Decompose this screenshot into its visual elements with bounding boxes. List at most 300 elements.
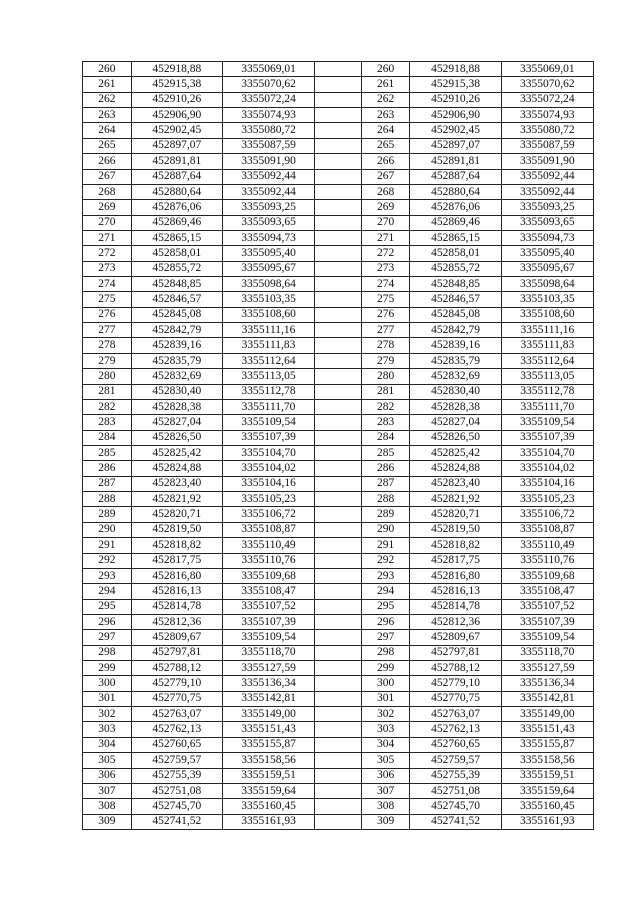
right-x-coordinate-cell: 452821,92	[410, 492, 501, 507]
right-x-coordinate-cell: 452741,52	[410, 814, 501, 829]
left-y-coordinate-cell: 3355108,47	[222, 584, 314, 599]
left-point-number-cell: 290	[83, 522, 132, 537]
right-x-coordinate-cell: 452880,64	[410, 184, 501, 199]
left-point-number-cell: 282	[83, 399, 132, 414]
left-y-coordinate-cell: 3355095,67	[222, 261, 314, 276]
table-row	[83, 77, 594, 92]
table-row	[83, 184, 594, 199]
column-separator-cell	[315, 277, 362, 292]
table-row	[83, 492, 594, 507]
table-row	[83, 768, 594, 783]
table-row	[83, 169, 594, 184]
left-x-coordinate-cell: 452817,75	[131, 553, 222, 568]
column-separator-cell	[315, 707, 362, 722]
column-separator-cell	[315, 722, 362, 737]
left-x-coordinate-cell: 452745,70	[131, 799, 222, 814]
left-point-number-cell: 303	[83, 722, 132, 737]
column-separator-cell	[315, 92, 362, 107]
right-y-coordinate-cell: 3355160,45	[501, 799, 593, 814]
left-point-number-cell: 297	[83, 630, 132, 645]
right-x-coordinate-cell: 452755,39	[410, 768, 501, 783]
left-x-coordinate-cell: 452820,71	[131, 507, 222, 522]
right-point-number-cell: 299	[361, 661, 410, 676]
table-row	[83, 353, 594, 368]
table-row	[83, 538, 594, 553]
left-x-coordinate-cell: 452880,64	[131, 184, 222, 199]
left-point-number-cell: 292	[83, 553, 132, 568]
left-y-coordinate-cell: 3355149,00	[222, 707, 314, 722]
left-y-coordinate-cell: 3355110,49	[222, 538, 314, 553]
column-separator-cell	[315, 476, 362, 491]
left-y-coordinate-cell: 3355155,87	[222, 737, 314, 752]
left-y-coordinate-cell: 3355109,54	[222, 415, 314, 430]
table-row	[83, 553, 594, 568]
right-x-coordinate-cell: 452876,06	[410, 200, 501, 215]
right-x-coordinate-cell: 452817,75	[410, 553, 501, 568]
left-x-coordinate-cell: 452897,07	[131, 138, 222, 153]
right-point-number-cell: 290	[361, 522, 410, 537]
right-point-number-cell: 276	[361, 307, 410, 322]
table-row	[83, 384, 594, 399]
left-y-coordinate-cell: 3355136,34	[222, 676, 314, 691]
right-x-coordinate-cell: 452824,88	[410, 461, 501, 476]
left-x-coordinate-cell: 452845,08	[131, 307, 222, 322]
left-x-coordinate-cell: 452824,88	[131, 461, 222, 476]
left-point-number-cell: 261	[83, 77, 132, 92]
left-point-number-cell: 306	[83, 768, 132, 783]
left-y-coordinate-cell: 3355104,02	[222, 461, 314, 476]
left-y-coordinate-cell: 3355109,68	[222, 568, 314, 583]
right-y-coordinate-cell: 3355142,81	[501, 691, 593, 706]
column-separator-cell	[315, 814, 362, 829]
right-y-coordinate-cell: 3355105,23	[501, 492, 593, 507]
left-x-coordinate-cell: 452818,82	[131, 538, 222, 553]
column-separator-cell	[315, 783, 362, 798]
right-x-coordinate-cell: 452763,07	[410, 707, 501, 722]
left-y-coordinate-cell: 3355151,43	[222, 722, 314, 737]
left-y-coordinate-cell: 3355110,76	[222, 553, 314, 568]
right-y-coordinate-cell: 3355136,34	[501, 676, 593, 691]
right-x-coordinate-cell: 452762,13	[410, 722, 501, 737]
left-y-coordinate-cell: 3355113,05	[222, 369, 314, 384]
right-point-number-cell: 280	[361, 369, 410, 384]
right-point-number-cell: 274	[361, 277, 410, 292]
left-x-coordinate-cell: 452825,42	[131, 445, 222, 460]
left-y-coordinate-cell: 3355104,70	[222, 445, 314, 460]
right-x-coordinate-cell: 452751,08	[410, 783, 501, 798]
left-point-number-cell: 296	[83, 614, 132, 629]
left-y-coordinate-cell: 3355094,73	[222, 230, 314, 245]
left-y-coordinate-cell: 3355103,35	[222, 292, 314, 307]
right-y-coordinate-cell: 3355159,64	[501, 783, 593, 798]
left-x-coordinate-cell: 452788,12	[131, 661, 222, 676]
column-separator-cell	[315, 261, 362, 276]
table-row	[83, 92, 594, 107]
right-x-coordinate-cell: 452760,65	[410, 737, 501, 752]
right-y-coordinate-cell: 3355074,93	[501, 108, 593, 123]
right-x-coordinate-cell: 452788,12	[410, 661, 501, 676]
right-y-coordinate-cell: 3355109,54	[501, 630, 593, 645]
left-point-number-cell: 276	[83, 307, 132, 322]
left-x-coordinate-cell: 452906,90	[131, 108, 222, 123]
right-y-coordinate-cell: 3355106,72	[501, 507, 593, 522]
left-y-coordinate-cell: 3355108,60	[222, 307, 314, 322]
right-y-coordinate-cell: 3355098,64	[501, 277, 593, 292]
left-y-coordinate-cell: 3355107,39	[222, 430, 314, 445]
table-row	[83, 814, 594, 829]
left-y-coordinate-cell: 3355104,16	[222, 476, 314, 491]
right-y-coordinate-cell: 3355092,44	[501, 169, 593, 184]
right-y-coordinate-cell: 3355103,35	[501, 292, 593, 307]
left-y-coordinate-cell: 3355095,40	[222, 246, 314, 261]
table-row	[83, 707, 594, 722]
right-y-coordinate-cell: 3355092,44	[501, 184, 593, 199]
right-y-coordinate-cell: 3355149,00	[501, 707, 593, 722]
left-y-coordinate-cell: 3355092,44	[222, 184, 314, 199]
coordinates-table	[82, 61, 594, 830]
right-x-coordinate-cell: 452906,90	[410, 108, 501, 123]
left-point-number-cell: 271	[83, 230, 132, 245]
right-y-coordinate-cell: 3355093,65	[501, 215, 593, 230]
table-row	[83, 599, 594, 614]
left-x-coordinate-cell: 452869,46	[131, 215, 222, 230]
right-x-coordinate-cell: 452759,57	[410, 753, 501, 768]
column-separator-cell	[315, 169, 362, 184]
column-separator-cell	[315, 353, 362, 368]
right-x-coordinate-cell: 452818,82	[410, 538, 501, 553]
left-x-coordinate-cell: 452812,36	[131, 614, 222, 629]
right-y-coordinate-cell: 3355118,70	[501, 645, 593, 660]
right-y-coordinate-cell: 3355093,25	[501, 200, 593, 215]
column-separator-cell	[315, 691, 362, 706]
table-row	[83, 338, 594, 353]
left-x-coordinate-cell: 452763,07	[131, 707, 222, 722]
left-point-number-cell: 298	[83, 645, 132, 660]
table-row	[83, 230, 594, 245]
column-separator-cell	[315, 445, 362, 460]
right-y-coordinate-cell: 3355095,40	[501, 246, 593, 261]
table-row	[83, 108, 594, 123]
left-x-coordinate-cell: 452759,57	[131, 753, 222, 768]
right-y-coordinate-cell: 3355069,01	[501, 62, 593, 77]
right-point-number-cell: 272	[361, 246, 410, 261]
left-y-coordinate-cell: 3355159,64	[222, 783, 314, 798]
column-separator-cell	[315, 492, 362, 507]
left-y-coordinate-cell: 3355112,78	[222, 384, 314, 399]
right-x-coordinate-cell: 452918,88	[410, 62, 501, 77]
left-x-coordinate-cell: 452830,40	[131, 384, 222, 399]
left-y-coordinate-cell: 3355074,93	[222, 108, 314, 123]
right-point-number-cell: 273	[361, 261, 410, 276]
right-y-coordinate-cell: 3355095,67	[501, 261, 593, 276]
left-point-number-cell: 260	[83, 62, 132, 77]
table-row	[83, 399, 594, 414]
right-point-number-cell: 292	[361, 553, 410, 568]
left-x-coordinate-cell: 452855,72	[131, 261, 222, 276]
right-x-coordinate-cell: 452842,79	[410, 323, 501, 338]
table-row	[83, 154, 594, 169]
left-point-number-cell: 262	[83, 92, 132, 107]
table-row	[83, 737, 594, 752]
table-row	[83, 568, 594, 583]
table-row	[83, 783, 594, 798]
right-point-number-cell: 285	[361, 445, 410, 460]
column-separator-cell	[315, 614, 362, 629]
left-y-coordinate-cell: 3355118,70	[222, 645, 314, 660]
right-x-coordinate-cell: 452915,38	[410, 77, 501, 92]
table-row	[83, 292, 594, 307]
right-y-coordinate-cell: 3355108,47	[501, 584, 593, 599]
right-y-coordinate-cell: 3355108,60	[501, 307, 593, 322]
left-x-coordinate-cell: 452902,45	[131, 123, 222, 138]
left-x-coordinate-cell: 452770,75	[131, 691, 222, 706]
left-point-number-cell: 266	[83, 154, 132, 169]
left-x-coordinate-cell: 452910,26	[131, 92, 222, 107]
left-x-coordinate-cell: 452797,81	[131, 645, 222, 660]
right-y-coordinate-cell: 3355109,54	[501, 415, 593, 430]
left-x-coordinate-cell: 452839,16	[131, 338, 222, 353]
left-point-number-cell: 274	[83, 277, 132, 292]
right-point-number-cell: 307	[361, 783, 410, 798]
left-x-coordinate-cell: 452779,10	[131, 676, 222, 691]
table-row	[83, 261, 594, 276]
right-x-coordinate-cell: 452827,04	[410, 415, 501, 430]
right-point-number-cell: 300	[361, 676, 410, 691]
right-x-coordinate-cell: 452745,70	[410, 799, 501, 814]
right-point-number-cell: 304	[361, 737, 410, 752]
right-x-coordinate-cell: 452855,72	[410, 261, 501, 276]
right-x-coordinate-cell: 452830,40	[410, 384, 501, 399]
left-y-coordinate-cell: 3355093,25	[222, 200, 314, 215]
left-point-number-cell: 278	[83, 338, 132, 353]
column-separator-cell	[315, 753, 362, 768]
table-row	[83, 200, 594, 215]
right-y-coordinate-cell: 3355159,51	[501, 768, 593, 783]
left-y-coordinate-cell: 3355087,59	[222, 138, 314, 153]
left-y-coordinate-cell: 3355111,16	[222, 323, 314, 338]
left-y-coordinate-cell: 3355107,39	[222, 614, 314, 629]
left-x-coordinate-cell: 452826,50	[131, 430, 222, 445]
right-y-coordinate-cell: 3355111,16	[501, 323, 593, 338]
right-point-number-cell: 297	[361, 630, 410, 645]
table-row	[83, 614, 594, 629]
left-x-coordinate-cell: 452751,08	[131, 783, 222, 798]
right-point-number-cell: 286	[361, 461, 410, 476]
left-point-number-cell: 275	[83, 292, 132, 307]
right-x-coordinate-cell: 452770,75	[410, 691, 501, 706]
table-row	[83, 445, 594, 460]
left-point-number-cell: 291	[83, 538, 132, 553]
right-y-coordinate-cell: 3355155,87	[501, 737, 593, 752]
column-separator-cell	[315, 415, 362, 430]
right-point-number-cell: 270	[361, 215, 410, 230]
right-y-coordinate-cell: 3355108,87	[501, 522, 593, 537]
table-row	[83, 246, 594, 261]
left-point-number-cell: 286	[83, 461, 132, 476]
right-x-coordinate-cell: 452835,79	[410, 353, 501, 368]
right-point-number-cell: 287	[361, 476, 410, 491]
left-y-coordinate-cell: 3355159,51	[222, 768, 314, 783]
left-y-coordinate-cell: 3355108,87	[222, 522, 314, 537]
right-point-number-cell: 298	[361, 645, 410, 660]
right-x-coordinate-cell: 452820,71	[410, 507, 501, 522]
right-x-coordinate-cell: 452832,69	[410, 369, 501, 384]
right-x-coordinate-cell: 452809,67	[410, 630, 501, 645]
left-point-number-cell: 299	[83, 661, 132, 676]
left-point-number-cell: 309	[83, 814, 132, 829]
left-x-coordinate-cell: 452858,01	[131, 246, 222, 261]
table-row	[83, 507, 594, 522]
left-x-coordinate-cell: 452848,85	[131, 277, 222, 292]
left-point-number-cell: 265	[83, 138, 132, 153]
column-separator-cell	[315, 369, 362, 384]
column-separator-cell	[315, 630, 362, 645]
right-point-number-cell: 279	[361, 353, 410, 368]
right-y-coordinate-cell: 3355104,70	[501, 445, 593, 460]
left-point-number-cell: 279	[83, 353, 132, 368]
left-y-coordinate-cell: 3355111,83	[222, 338, 314, 353]
right-y-coordinate-cell: 3355127,59	[501, 661, 593, 676]
right-point-number-cell: 309	[361, 814, 410, 829]
right-x-coordinate-cell: 452814,78	[410, 599, 501, 614]
table-row	[83, 799, 594, 814]
left-y-coordinate-cell: 3355069,01	[222, 62, 314, 77]
right-x-coordinate-cell: 452839,16	[410, 338, 501, 353]
table-row	[83, 62, 594, 77]
left-point-number-cell: 289	[83, 507, 132, 522]
left-point-number-cell: 285	[83, 445, 132, 460]
left-point-number-cell: 281	[83, 384, 132, 399]
left-point-number-cell: 295	[83, 599, 132, 614]
right-point-number-cell: 302	[361, 707, 410, 722]
left-x-coordinate-cell: 452865,15	[131, 230, 222, 245]
column-separator-cell	[315, 553, 362, 568]
column-separator-cell	[315, 138, 362, 153]
column-separator-cell	[315, 230, 362, 245]
right-point-number-cell: 262	[361, 92, 410, 107]
table-row	[83, 645, 594, 660]
table-row	[83, 215, 594, 230]
right-x-coordinate-cell: 452828,38	[410, 399, 501, 414]
right-y-coordinate-cell: 3355111,70	[501, 399, 593, 414]
left-y-coordinate-cell: 3355092,44	[222, 169, 314, 184]
table-row	[83, 584, 594, 599]
right-x-coordinate-cell: 452848,85	[410, 277, 501, 292]
table-row	[83, 630, 594, 645]
left-y-coordinate-cell: 3355105,23	[222, 492, 314, 507]
left-point-number-cell: 305	[83, 753, 132, 768]
right-x-coordinate-cell: 452891,81	[410, 154, 501, 169]
left-y-coordinate-cell: 3355127,59	[222, 661, 314, 676]
right-y-coordinate-cell: 3355070,62	[501, 77, 593, 92]
left-point-number-cell: 268	[83, 184, 132, 199]
column-separator-cell	[315, 323, 362, 338]
column-separator-cell	[315, 77, 362, 92]
left-y-coordinate-cell: 3355091,90	[222, 154, 314, 169]
left-x-coordinate-cell: 452918,88	[131, 62, 222, 77]
right-x-coordinate-cell: 452846,57	[410, 292, 501, 307]
right-point-number-cell: 278	[361, 338, 410, 353]
table-row	[83, 476, 594, 491]
right-point-number-cell: 265	[361, 138, 410, 153]
right-x-coordinate-cell: 452845,08	[410, 307, 501, 322]
left-point-number-cell: 269	[83, 200, 132, 215]
left-x-coordinate-cell: 452835,79	[131, 353, 222, 368]
left-y-coordinate-cell: 3355107,52	[222, 599, 314, 614]
table-row	[83, 691, 594, 706]
right-point-number-cell: 305	[361, 753, 410, 768]
left-y-coordinate-cell: 3355109,54	[222, 630, 314, 645]
column-separator-cell	[315, 568, 362, 583]
left-point-number-cell: 267	[83, 169, 132, 184]
table-row	[83, 522, 594, 537]
right-point-number-cell: 283	[361, 415, 410, 430]
left-y-coordinate-cell: 3355098,64	[222, 277, 314, 292]
column-separator-cell	[315, 399, 362, 414]
right-x-coordinate-cell: 452779,10	[410, 676, 501, 691]
right-point-number-cell: 306	[361, 768, 410, 783]
column-separator-cell	[315, 307, 362, 322]
left-y-coordinate-cell: 3355093,65	[222, 215, 314, 230]
right-point-number-cell: 289	[361, 507, 410, 522]
right-point-number-cell: 282	[361, 399, 410, 414]
table-row	[83, 722, 594, 737]
left-point-number-cell: 287	[83, 476, 132, 491]
left-y-coordinate-cell: 3355080,72	[222, 123, 314, 138]
left-y-coordinate-cell: 3355112,64	[222, 353, 314, 368]
right-x-coordinate-cell: 452825,42	[410, 445, 501, 460]
right-x-coordinate-cell: 452826,50	[410, 430, 501, 445]
left-point-number-cell: 280	[83, 369, 132, 384]
right-point-number-cell: 266	[361, 154, 410, 169]
left-x-coordinate-cell: 452809,67	[131, 630, 222, 645]
table-row	[83, 123, 594, 138]
right-y-coordinate-cell: 3355110,49	[501, 538, 593, 553]
column-separator-cell	[315, 108, 362, 123]
left-x-coordinate-cell: 452876,06	[131, 200, 222, 215]
left-x-coordinate-cell: 452762,13	[131, 722, 222, 737]
column-separator-cell	[315, 215, 362, 230]
table-row	[83, 138, 594, 153]
right-y-coordinate-cell: 3355104,02	[501, 461, 593, 476]
right-point-number-cell: 295	[361, 599, 410, 614]
left-point-number-cell: 294	[83, 584, 132, 599]
right-y-coordinate-cell: 3355110,76	[501, 553, 593, 568]
left-point-number-cell: 301	[83, 691, 132, 706]
left-x-coordinate-cell: 452828,38	[131, 399, 222, 414]
left-point-number-cell: 263	[83, 108, 132, 123]
right-point-number-cell: 293	[361, 568, 410, 583]
right-x-coordinate-cell: 452865,15	[410, 230, 501, 245]
right-y-coordinate-cell: 3355091,90	[501, 154, 593, 169]
column-separator-cell	[315, 522, 362, 537]
table-row	[83, 323, 594, 338]
left-point-number-cell: 270	[83, 215, 132, 230]
right-x-coordinate-cell: 452858,01	[410, 246, 501, 261]
right-point-number-cell: 301	[361, 691, 410, 706]
right-x-coordinate-cell: 452897,07	[410, 138, 501, 153]
right-y-coordinate-cell: 3355107,39	[501, 430, 593, 445]
left-x-coordinate-cell: 452915,38	[131, 77, 222, 92]
table-row	[83, 753, 594, 768]
right-point-number-cell: 263	[361, 108, 410, 123]
right-y-coordinate-cell: 3355112,64	[501, 353, 593, 368]
table-row	[83, 277, 594, 292]
left-point-number-cell: 277	[83, 323, 132, 338]
table-row	[83, 461, 594, 476]
right-x-coordinate-cell: 452823,40	[410, 476, 501, 491]
right-x-coordinate-cell: 452819,50	[410, 522, 501, 537]
